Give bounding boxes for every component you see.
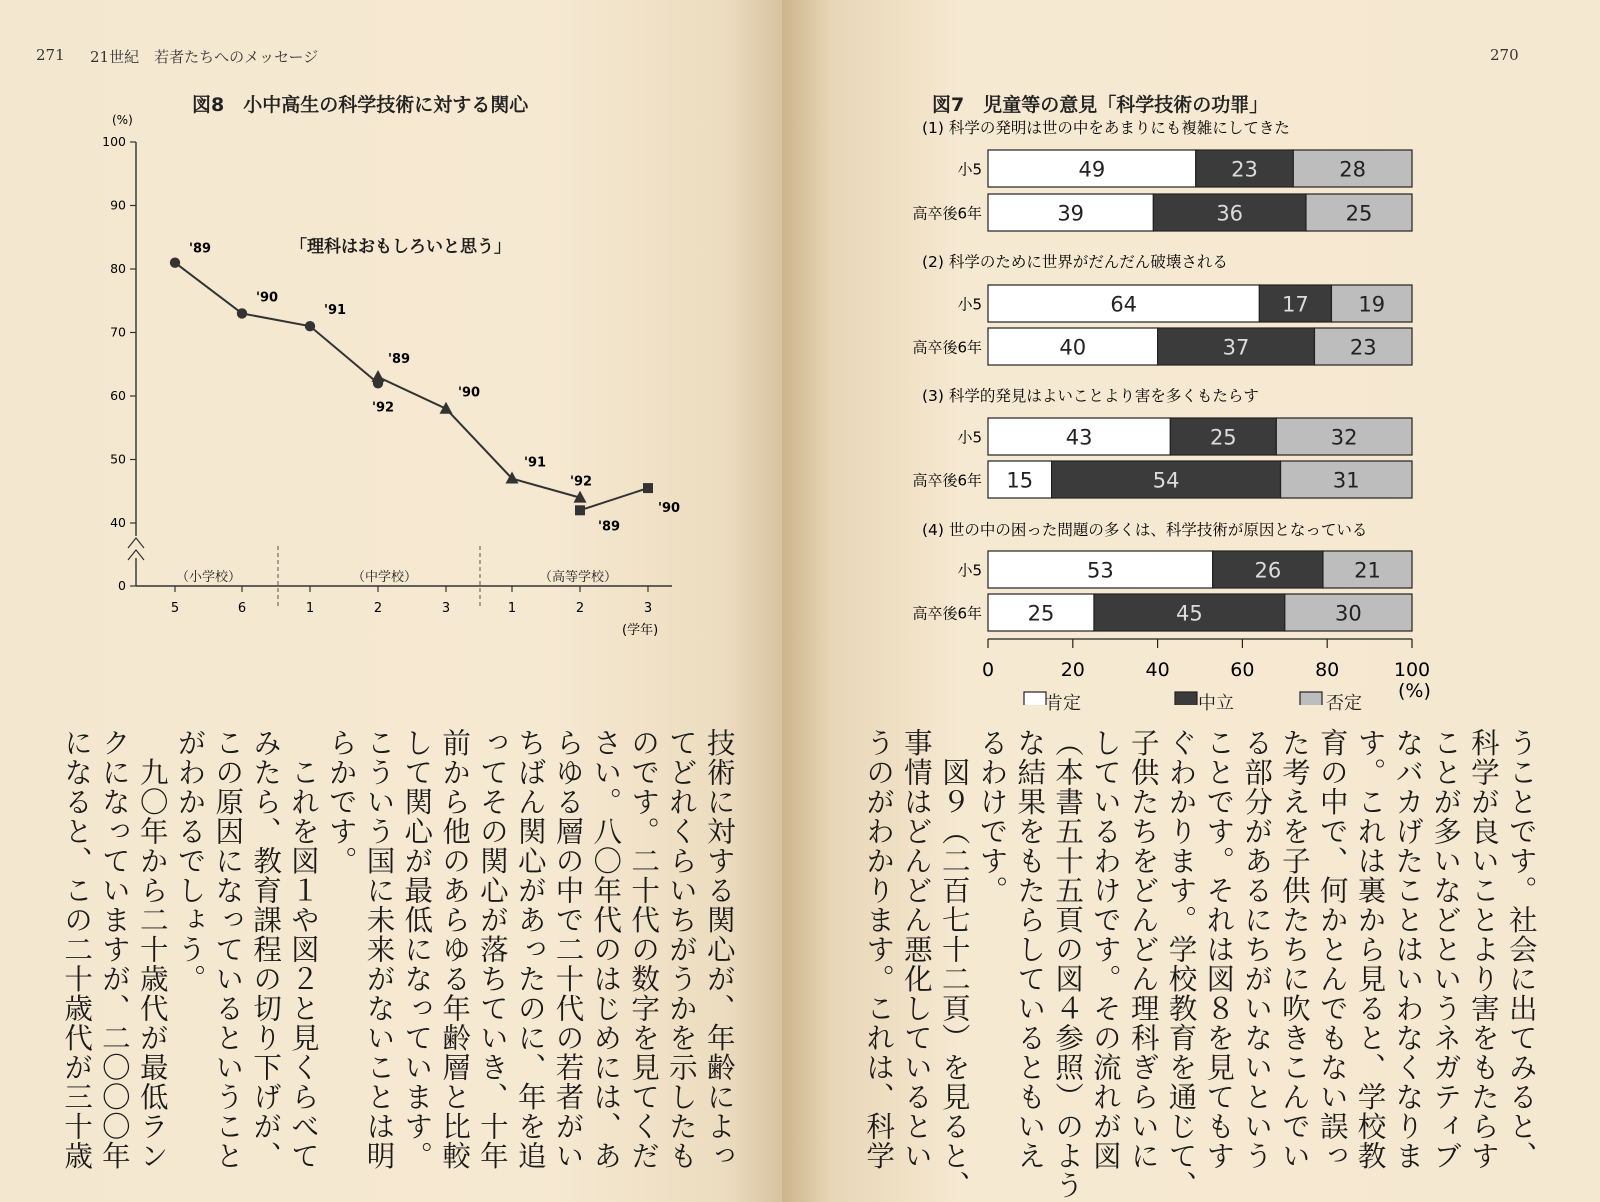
text-column: して関心が最低になっています。 (400, 728, 434, 1171)
question-label: (4) 世の中の困った問題の多くは、科学技術が原因となっている (922, 521, 1368, 539)
point-label: '89 (388, 351, 411, 367)
text-column: 九〇年から二十歳代が最低ラン (135, 728, 169, 1171)
segment-value: 64 (1110, 292, 1138, 317)
question-label: (3) 科学的発見はよいことより害を多くもたらす (922, 387, 1259, 405)
text-column: 子供たちをどんどん理科ぎらいに (1126, 728, 1160, 1171)
y-axis-unit: (%) (112, 113, 133, 127)
question-label: (2) 科学のために世界がだんだん破壊される (922, 253, 1228, 271)
left-page-number: 271 (36, 46, 65, 64)
square-marker (575, 505, 585, 515)
text-column: （本書五十五頁の図４参照）のよう (1051, 728, 1085, 1200)
segment-value: 25 (1345, 201, 1373, 226)
segment-value: 40 (1059, 335, 1087, 360)
segment-value: 31 (1332, 468, 1360, 493)
y-tick-label: 80 (110, 261, 126, 276)
x-tick-label: 100 (1393, 659, 1431, 681)
point-label: '90 (256, 290, 279, 306)
text-column: クになっていますが、二〇〇〇年 (97, 728, 131, 1171)
circle-marker (170, 257, 180, 267)
point-label: '89 (189, 241, 212, 257)
text-column: になると、この二十歳代が三十歳 (60, 728, 94, 1171)
triangle-marker (372, 370, 385, 382)
text-column: ちばん関心があったのに、年を追 (513, 728, 547, 1171)
text-column: らゆる層の中で二十代の若者がい (551, 728, 585, 1171)
point-label: '91 (324, 303, 347, 319)
text-column: す。これは裏から見ると、学校教 (1353, 728, 1387, 1171)
row-label: 高卒後6年 (912, 604, 982, 623)
segment-value: 45 (1176, 601, 1203, 626)
row-label: 高卒後6年 (912, 338, 982, 357)
text-column: なバカげたことはいわなくなりま (1391, 728, 1425, 1171)
text-column: 育の中で、何かとんでもない誤っ (1315, 728, 1349, 1171)
text-column: こういう国に未来がないことは明 (362, 728, 396, 1171)
figure8-line-chart (0, 0, 782, 700)
row-label: 高卒後6年 (912, 204, 982, 223)
right-page-number: 270 (1490, 46, 1519, 64)
figure7-stacked-bar-chart (782, 0, 1600, 705)
figure8-labels (102, 113, 680, 638)
circle-marker (305, 321, 315, 331)
series-line (175, 263, 378, 384)
text-column: のです。二十代の数字を見てくだ (627, 728, 661, 1171)
legend-positive-label: 肯定 (1045, 693, 1081, 714)
text-column: うことです。社会に出てみると、 (1504, 728, 1538, 1171)
row-label: 小5 (957, 295, 982, 314)
segment-value: 36 (1216, 201, 1244, 226)
point-label: '90 (458, 385, 481, 401)
y-tick-label: 60 (110, 388, 126, 403)
x-tick-label: 3 (643, 601, 653, 616)
triangle-marker (440, 402, 453, 414)
segment-value: 19 (1358, 292, 1386, 317)
stage-label-elementary: （小学校） (176, 570, 242, 585)
point-label: '90 (658, 501, 681, 517)
text-column: がわかるでしょう。 (173, 728, 207, 994)
text-column: た考えを子供たちに吹きこんでい (1277, 728, 1311, 1171)
legend-negative-label: 否定 (1326, 693, 1362, 714)
y-tick-label: 90 (110, 197, 126, 213)
stage-label-high-school: （高等学校） (539, 570, 618, 585)
text-column: うのがわかります。これは、科学 (862, 728, 896, 1171)
question-label: (1) 科学の発明は世の中をあまりにも複雑にしてきた (922, 119, 1290, 137)
segment-value: 21 (1354, 558, 1381, 583)
segment-value: 39 (1057, 201, 1085, 226)
point-label: '89 (598, 519, 621, 535)
point-label: '91 (524, 455, 547, 471)
x-axis-unit: (学年) (622, 623, 659, 638)
text-column: 前から他のあらゆる年齢層と比較 (438, 728, 472, 1171)
segment-value: 15 (1006, 468, 1034, 493)
legend-neutral-label: 中立 (1198, 693, 1234, 714)
text-column: らかです。 (324, 728, 358, 876)
y-axis-break-mark (128, 538, 144, 560)
text-column: これを図１や図２と見くらべて (286, 728, 320, 1171)
left-page (0, 0, 782, 1202)
x-tick-label: 3 (441, 601, 451, 616)
y-tick-label: 40 (110, 515, 126, 530)
text-column: ってその関心が落ちていき、十年 (475, 728, 509, 1171)
legend-swatch (1024, 692, 1046, 705)
text-column: てどれくらいちがうかを示したも (664, 728, 698, 1171)
text-column: ぐわかります。学校教育を通じて、 (1164, 728, 1198, 1200)
text-column: しているわけです。その流れが図 (1088, 728, 1122, 1171)
segment-value: 23 (1231, 157, 1258, 182)
segment-value: 32 (1330, 425, 1358, 450)
segment-value: 23 (1349, 335, 1377, 360)
text-column: る部分があるにちがいないという (1240, 728, 1274, 1171)
x-axis-unit: (%) (1398, 680, 1431, 702)
text-column: ことが多いなどというネガティブ (1429, 728, 1463, 1171)
text-column: な結果をもたらしているともいえ (1013, 728, 1047, 1171)
legend-swatch (1300, 692, 1322, 705)
text-column: 技術に対する関心が、年齢によっ (702, 728, 736, 1171)
legend-swatch (1175, 692, 1197, 705)
figure8-axes (128, 142, 672, 606)
figure7-title: 図7 児童等の意見「科学技術の功罪」 (932, 94, 1269, 116)
square-marker (643, 483, 653, 493)
circle-marker (237, 308, 247, 318)
segment-value: 25 (1209, 425, 1237, 450)
text-column: この原因になっているということ (211, 728, 245, 1171)
point-label: '92 (570, 474, 593, 490)
running-title: 21世紀 若者たちへのメッセージ (90, 48, 319, 66)
x-tick-label: 1 (305, 601, 315, 616)
y-tick-label: 70 (110, 324, 126, 340)
segment-value: 28 (1339, 157, 1367, 182)
segment-value: 49 (1078, 157, 1106, 182)
text-column: 図９（二百七十二頁）を見ると、 (937, 728, 971, 1200)
segment-value: 26 (1254, 558, 1282, 583)
y-tick-label: 0 (118, 578, 126, 593)
segment-value: 53 (1086, 558, 1114, 583)
segment-value: 43 (1065, 425, 1093, 450)
series-line (580, 488, 648, 510)
x-tick-label: 2 (575, 601, 585, 616)
stage-label-junior-high: （中学校） (352, 570, 418, 585)
y-tick-label: 100 (102, 134, 126, 149)
x-tick-label: 1 (507, 601, 517, 616)
row-label: 小5 (957, 561, 982, 580)
x-tick-label: 80 (1315, 659, 1340, 681)
point-label: '92 (372, 400, 395, 416)
segment-value: 37 (1222, 335, 1250, 360)
x-tick-label: 2 (373, 601, 383, 616)
row-label: 高卒後6年 (912, 471, 982, 490)
row-label: 小5 (957, 428, 982, 447)
right-page (782, 0, 1600, 1202)
segment-value: 25 (1027, 601, 1055, 626)
text-column: さい。八〇年代のはじめには、あ (589, 728, 623, 1171)
text-column: るわけです。 (975, 728, 1009, 905)
figure8-title: 図8 小中高生の科学技術に対する関心 (192, 94, 529, 116)
x-tick-label: 6 (237, 601, 247, 616)
text-column: 科学が良いことより害をもたらす (1466, 728, 1500, 1171)
x-tick-label: 20 (1060, 659, 1085, 681)
segment-value: 54 (1152, 468, 1180, 493)
x-tick-label: 40 (1145, 659, 1170, 681)
figure8-annotation: 「理科はおもしろいと思う」 (290, 237, 511, 257)
figure8-lines (175, 263, 648, 511)
text-column: みたら、教育課程の切り下げが、 (249, 728, 283, 1171)
x-tick-label: 5 (170, 601, 180, 616)
y-tick-label: 50 (110, 451, 126, 467)
text-column: 事情はどんどん悪化しているとい (899, 728, 933, 1171)
text-column: ことです。それは図８を見てもす (1202, 728, 1236, 1171)
segment-value: 17 (1282, 292, 1309, 317)
x-tick-label: 60 (1230, 659, 1255, 681)
row-label: 小5 (957, 160, 982, 179)
segment-value: 30 (1335, 601, 1362, 626)
x-tick-label: 0 (981, 659, 995, 681)
